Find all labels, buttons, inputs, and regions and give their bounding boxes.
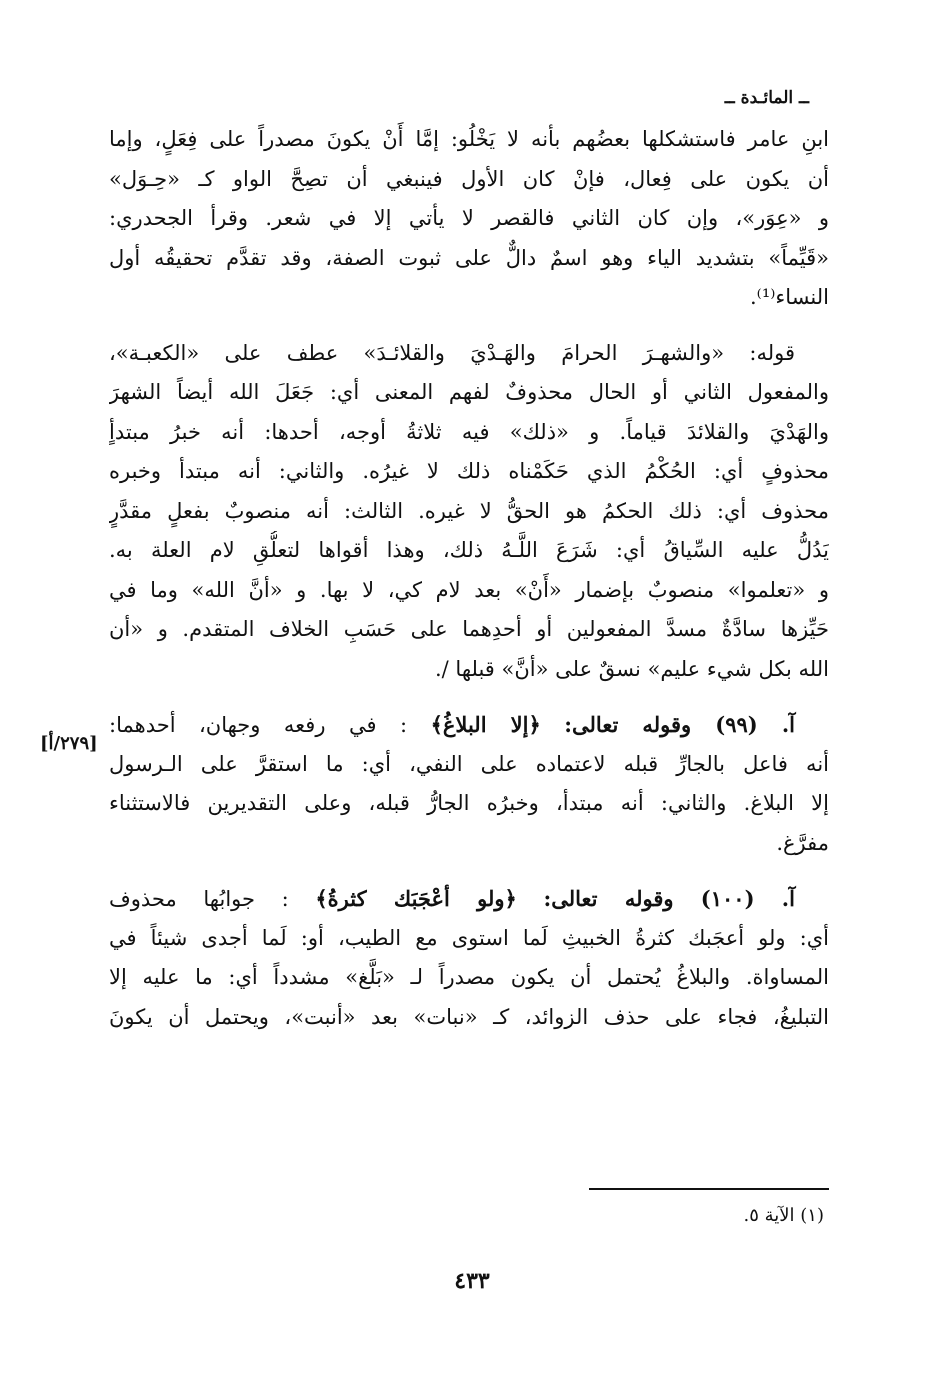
- text-line: النساء⁽¹⁾.: [750, 285, 829, 309]
- verse-heading-line: [109, 879, 829, 919]
- footnote: (١) الآية ٥.: [743, 1205, 824, 1226]
- text-line: الله بكل شيء عليم» نسقٌ على «أنَّ» قبلها /.: [435, 656, 829, 681]
- verse-heading-rest: : في رفعه وجهان، أحدهما:: [109, 713, 408, 737]
- verse-heading-line: [109, 705, 829, 745]
- text-line: محذوفٍ أي: الحُكْمُ الذي حَكَمْناه ذلك لا غيرُه. والثاني: أنه مبتدأ وخبره: [109, 459, 829, 483]
- text-line: المساواة. والبلاغُ يُحتمل أن يكون مصدراً لـ «بَلَّغ» مشدداً أي: ما عليه إلا: [109, 965, 829, 989]
- text-line: محذوف أي: ذلك الحكمُ هو الحقُّ لا غيره. الثالث: أنه منصوبٌ بفعلٍ مقدَّرٍ: [109, 498, 829, 523]
- text-line: أي: ولو أعجَبك كثرةُ الخبيثِ لَما استوى مع الطيب، أو: لَما أجدى شيئاً في: [109, 925, 829, 950]
- text-line: والمفعول الثاني أو الحال محذوفٌ لفهم المعنى أي: جَعَلَ الله أيضاً الشهرَ: [109, 380, 829, 404]
- verse-heading-rest: : جوابُها محذوف: [109, 887, 289, 911]
- verse-number-label: آ. (٩٩) وقوله تعالى:: [564, 712, 795, 737]
- text-line: و «عِوَر»، وإن كان الثاني فالقصر لا يأتي إلا في شعر. وقرأ الجحدري:: [109, 206, 829, 230]
- page-number: ٤٣٣: [454, 1268, 490, 1294]
- footnote-divider: [589, 1188, 829, 1190]
- text-line: حَيِّزها سادَّةٌ مسدَّ المفعولين أو أحدِهما على حَسَبِ الخلاف المتقدم. و «أن: [109, 617, 829, 641]
- quran-verse: ﴿إلا البلاغُ﴾: [430, 712, 541, 737]
- text-line: «قَيِّماً» بتشديد الياء وهو اسمٌ دالٌّ على ثبوت الصفة، وقد تقدَّم تحقيقُه أول: [109, 245, 829, 270]
- text-line: و «تعلموا» منصوبٌ بإضمار «أَنْ» بعد لام كي، لا بها. و «أنَّ الله» وما في: [109, 577, 829, 602]
- text-line: ابنِ عامر فاستشكلها بعضُهم بأنه لا يَخْلُو: إمَّا أَنْ يكونَ مصدراً على فِعَلٍ، وإما: [109, 127, 829, 151]
- text-line: أنه فاعل بالجارِّ قبله لاعتماده على النفي، أي: ما استقرَّ على الـرسول: [109, 751, 829, 776]
- main-text: [109, 120, 829, 1053]
- text-line: التبليغُ، فجاء على حذف الزوائد، كـ «نبات» بعد «أنبت»، ويحتمل أن يكونَ: [109, 1004, 829, 1029]
- paragraph-verse-100: [109, 879, 829, 1037]
- text-line: إلا البلاغ. والثاني: أنه مبتدأ، وخبرُه الجارُّ قبله، وعلى التقديرين فالاستثناء: [109, 791, 829, 815]
- manuscript-folio-reference: [٢٧٩/أ]: [40, 733, 98, 754]
- paragraph-2: [109, 334, 829, 690]
- paragraph-1: [109, 120, 829, 318]
- text-line: مفرَّغ.: [776, 830, 829, 855]
- text-line: قوله: «والشهـرَ الحرامَ والهَـدْيَ والقلائـدَ» عطف على «الكعبـة»،: [109, 340, 795, 365]
- text-line: والهَدْيَ والقلائدَ قياماً. و «ذلك» فيه ثلاثةُ أوجه، أحدها: أنه خبرُ مبتدأٍ: [109, 419, 829, 444]
- text-line: أن يكون على فِعال، فإنْ كان الأول فينبغي أن تصِحَّ الواو كـ «حِـوَل»: [109, 166, 829, 191]
- quran-verse: ﴿ولو أعْجَبَك كثرةُ﴾: [315, 886, 517, 911]
- text-line: يَدُلُّ عليه السِّياقُ أي: شَرَعَ اللَّـهُ ذلك، وهذا أقواها لتعلُّقِ لام العلة به.: [109, 538, 829, 562]
- paragraph-verse-99: [109, 705, 829, 863]
- running-head: ــ المائـدة ــ: [724, 88, 809, 108]
- verse-number-label: آ. (١٠٠) وقوله تعالى:: [543, 886, 795, 911]
